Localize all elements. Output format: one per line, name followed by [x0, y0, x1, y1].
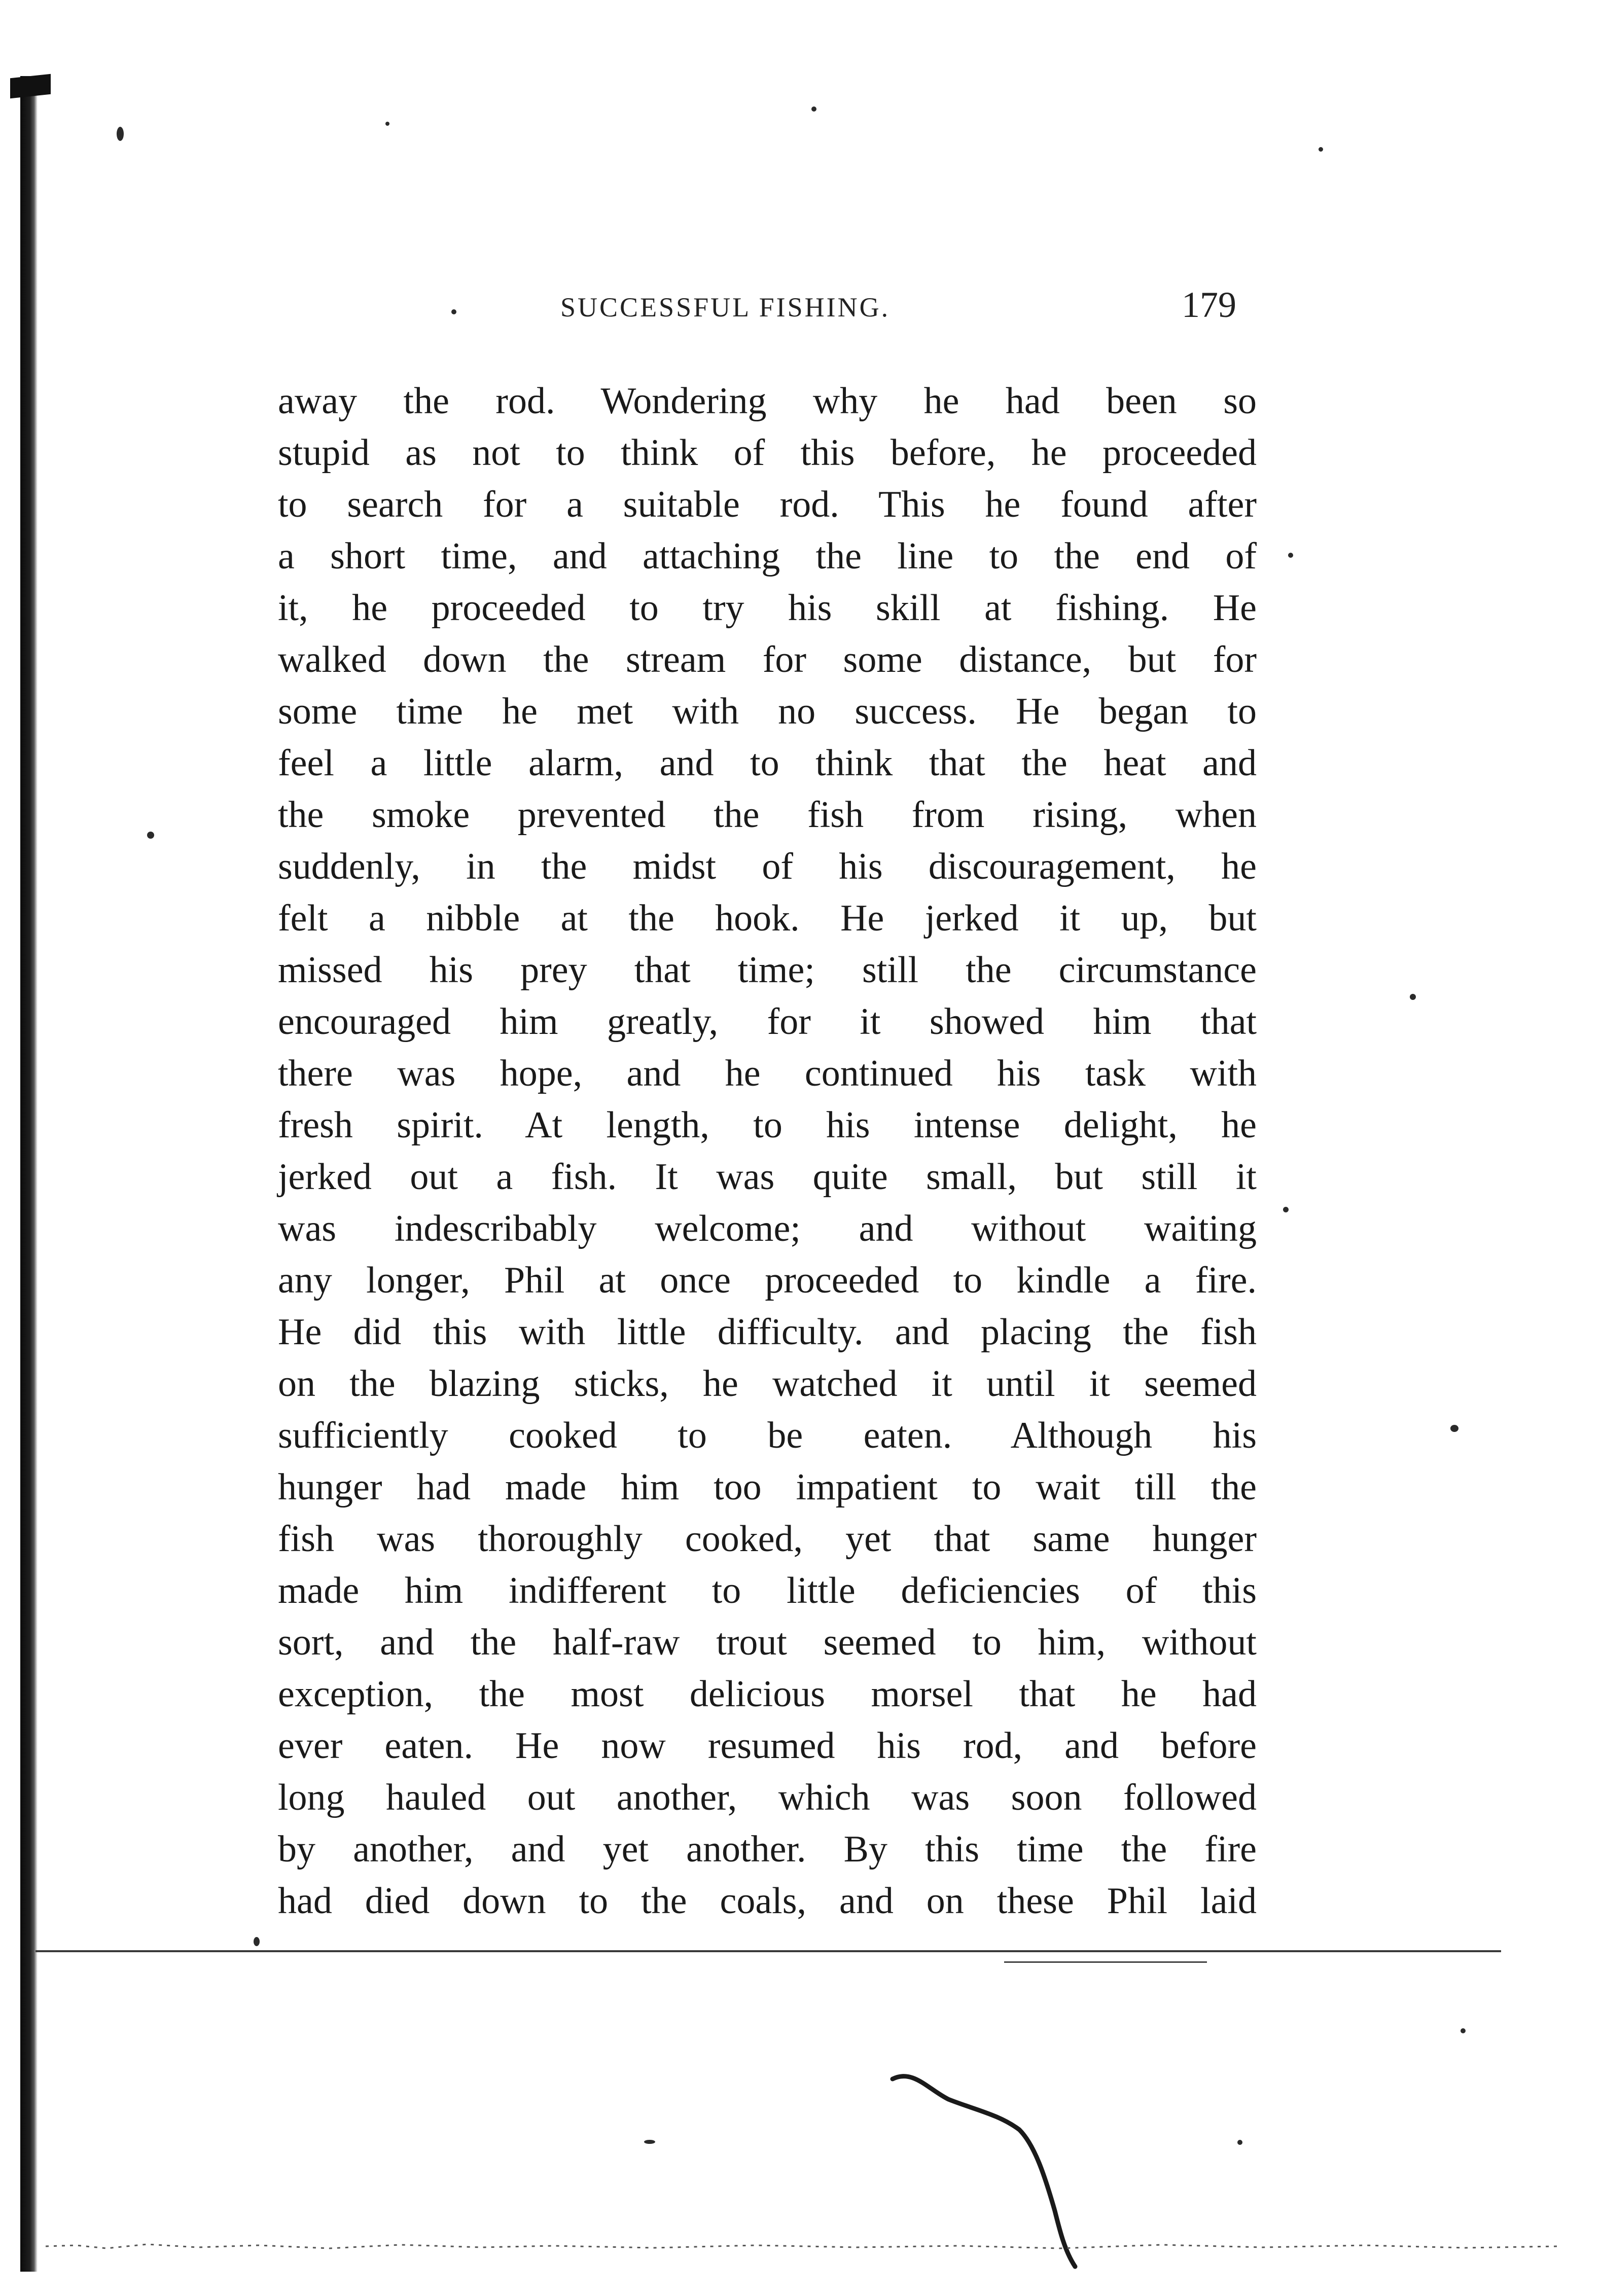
- bottom-rule-fragment: [1004, 1961, 1207, 1963]
- text-line: missed his prey that time; still the circumstance: [278, 949, 1257, 991]
- text-line: encouraged him greatly, for it showed him that: [278, 1001, 1257, 1043]
- text-line: jerked out a fish. It was quite small, but still it: [278, 1156, 1257, 1198]
- text-line: sufficiently cooked to be eaten. Although his: [278, 1415, 1257, 1456]
- bottom-scan-noise: [46, 2236, 1557, 2256]
- scan-speck: [1461, 2028, 1466, 2033]
- scan-speck: [1319, 147, 1323, 152]
- text-line: hunger had made him too impatient to wait till the: [278, 1466, 1257, 1508]
- text-line: any longer, Phil at once proceeded to kindle a fire.: [278, 1260, 1257, 1301]
- text-line: away the rod. Wondering why he had been so: [278, 380, 1257, 422]
- text-line: a short time, and attaching the line to the end of: [278, 535, 1257, 577]
- scan-speck: [451, 309, 456, 314]
- scan-speck: [1450, 1425, 1458, 1432]
- text-line: suddenly, in the midst of his discouragement, he: [278, 846, 1257, 887]
- text-line: the smoke prevented the fish from rising, when: [278, 794, 1257, 836]
- binding-edge: [20, 76, 38, 2272]
- text-line: fresh spirit. At length, to his intense delight, he: [278, 1104, 1257, 1146]
- text-line: stupid as not to think of this before, he proceeded: [278, 432, 1257, 474]
- page-number: 179: [1182, 284, 1236, 325]
- scan-speck: [147, 832, 154, 839]
- scan-speck: [254, 1937, 260, 1946]
- scan-speck: [644, 2140, 655, 2144]
- bottom-rule: [35, 1950, 1501, 1952]
- text-line: to search for a suitable rod. This he found after: [278, 484, 1257, 525]
- text-line: sort, and the half-raw trout seemed to him, without: [278, 1622, 1257, 1663]
- text-line: fish was thoroughly cooked, yet that same hunger: [278, 1518, 1257, 1560]
- text-line: long hauled out another, which was soon followed: [278, 1777, 1257, 1818]
- binding-corner-mark: [10, 74, 51, 98]
- body-text: [278, 375, 1257, 1967]
- text-line: walked down the stream for some distance, but for: [278, 639, 1257, 680]
- scan-speck: [811, 106, 816, 112]
- scan-speck: [1288, 553, 1293, 558]
- text-line: there was hope, and he continued his task with: [278, 1053, 1257, 1094]
- text-line: exception, the most delicious morsel that he had: [278, 1673, 1257, 1715]
- text-line: had died down to the coals, and on these Phil laid: [278, 1880, 1257, 1922]
- running-head: SUCCESSFUL FISHING.: [560, 292, 891, 322]
- text-line: ever eaten. He now resumed his rod, and before: [278, 1725, 1257, 1767]
- scan-speck: [1283, 1207, 1289, 1212]
- text-line: some time he met with no success. He began to: [278, 691, 1257, 732]
- scan-speck: [385, 122, 389, 126]
- text-line: felt a nibble at the hook. He jerked it up, but: [278, 898, 1257, 939]
- scan-speck: [117, 127, 124, 141]
- text-line: on the blazing sticks, he watched it until it seemed: [278, 1363, 1257, 1405]
- scan-speck: [1237, 2140, 1242, 2145]
- text-line: made him indifferent to little deficiencies of this: [278, 1570, 1257, 1611]
- scan-speck: [1410, 994, 1416, 1000]
- text-line: it, he proceeded to try his skill at fishing. He: [278, 587, 1257, 629]
- text-line: He did this with little difficulty. and placing the fish: [278, 1311, 1257, 1353]
- text-line: by another, and yet another. By this time the fire: [278, 1828, 1257, 1870]
- text-line: was indescribably welcome; and without waiting: [278, 1208, 1257, 1249]
- text-line: feel a little alarm, and to think that the heat and: [278, 742, 1257, 784]
